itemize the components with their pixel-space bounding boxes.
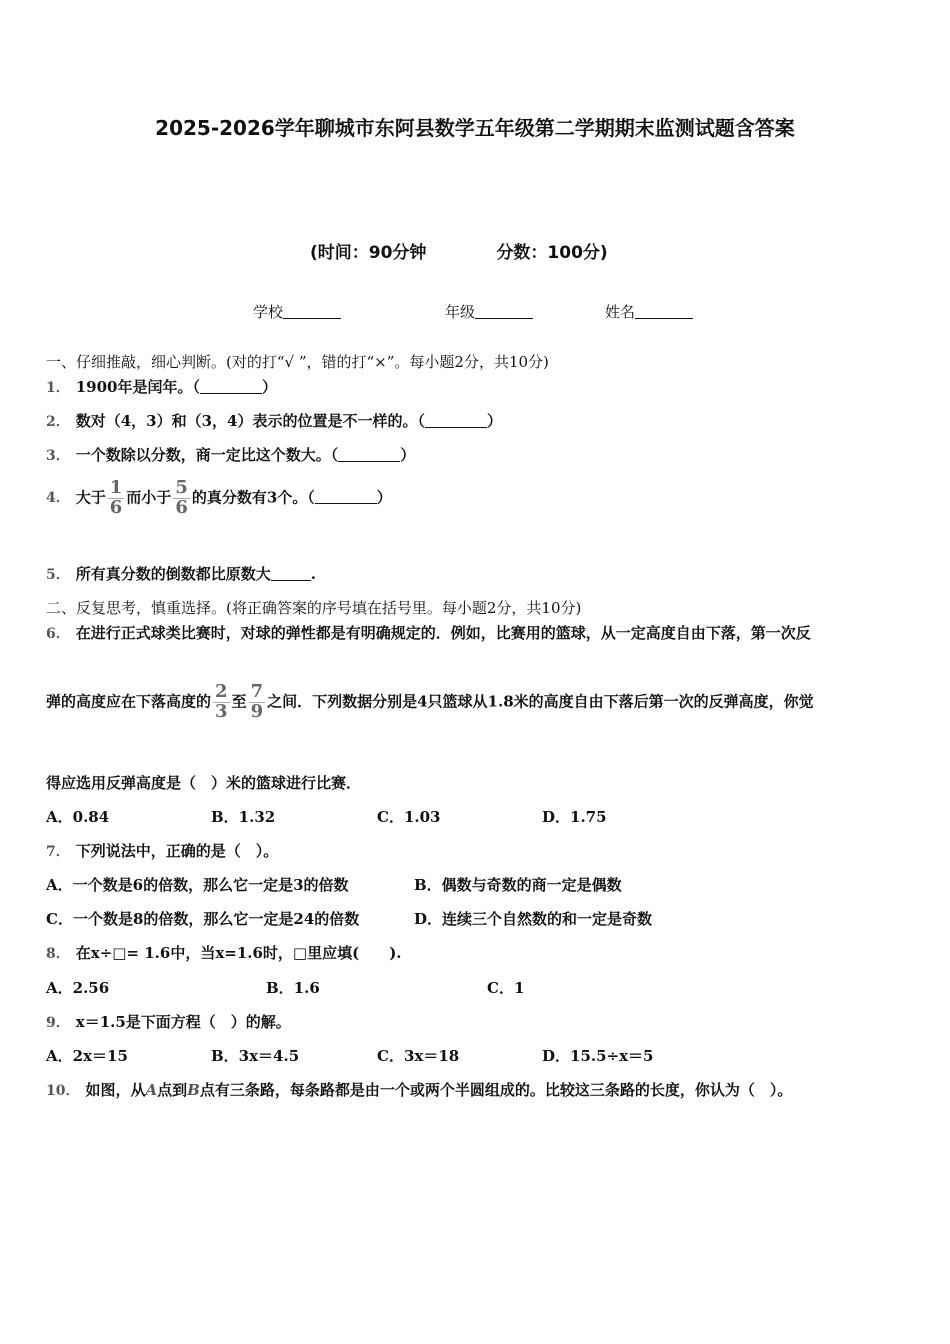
option-a[interactable]: A．0.84 [46,808,110,826]
option-b[interactable]: B．偶数与奇数的商一定是偶数 [414,876,622,894]
question-8: 8． 在x÷□= 1.6中，当x=1.6时，□里应填( ). [46,944,402,962]
question-7-options-row1 [46,874,926,894]
option-b[interactable]: B．1.6 [266,979,320,997]
exam-time: (时间：90分钟 [310,243,427,263]
exam-meta [310,238,608,263]
fraction-1-6: $\frac{1}{6}$ [109,477,123,518]
answer-blank-5[interactable] [271,566,311,581]
question-5: 5． 所有真分数的倒数都比原数大 . [46,565,316,583]
option-d[interactable]: D．连续三个自然数的和一定是奇数 [414,910,653,928]
question-6-line1: 6． 在进行正式球类比赛时，对球的弹性都是有明确规定的．例如，比赛用的篮球，从一定高度自由下落，第一次反 [46,624,811,642]
fraction-2-3: $\frac{2}{3}$ [215,681,228,722]
section1-header: 一、仔细推敲，细心判断。(对的打“√ ”，错的打“×”。每小题2分，共10分) [46,353,549,371]
question-4: 4． 大于 $\frac{1}{6}$ 而小于 $\frac{5}{6}$ 的真分数有3个。（ ） [46,477,392,518]
fraction-7-9: $\frac{7}{9}$ [250,681,264,722]
question-3: 3． 一个数除以分数，商一定比这个数大。（ ） [46,446,416,464]
option-d[interactable]: D．15.5÷x＝5 [542,1047,654,1065]
question-7: 7． 下列说法中，正确的是（ ）。 [46,842,279,860]
question-10: 10． 如图，从A点到B点有三条路，每条路都是由一个或两个半圆组成的。比较这三条路的长度，你认为（ ）。 [46,1081,793,1099]
page-title: 2025-2026学年聊城市东阿县数学五年级第二学期期末监测试题含答案 [155,116,795,140]
question-9: 9． x＝1.5是下面方程（ ）的解。 [46,1013,291,1031]
question-7-options-row2 [46,908,926,928]
grade-field[interactable]: 年级 [445,301,533,322]
question-1: 1． 1900年是闰年。（ ） [46,378,278,396]
exam-score: 分数：100分) [496,243,608,263]
option-b[interactable]: B．3x＝4.5 [211,1047,300,1065]
answer-blank-3[interactable] [338,447,400,462]
fraction-5-6: $\frac{5}{6}$ [175,477,188,518]
question-6-line3: 得应选用反弹高度是（ ）米的篮球进行比赛． [46,774,362,792]
answer-blank-1[interactable] [200,379,262,394]
option-d[interactable]: D．1.75 [542,808,607,826]
school-field[interactable]: 学校 [253,301,341,322]
option-c[interactable]: C．1 [487,979,525,997]
question-6-line2: 弹的高度应在下落高度的 $\frac{2}{3}$ 至 $\frac{7}{9}$ 之间．下列数据分别是4只篮球从1.8米的高度自由下落后第一次的反弹高度，你觉 [46,681,814,722]
question-8-options [46,977,926,997]
option-a[interactable]: A．一个数是6的倍数，那么它一定是3的倍数 [46,876,349,894]
option-c[interactable]: C．3x＝18 [377,1047,460,1065]
question-6-options [46,806,926,826]
answer-blank-2[interactable] [425,413,487,428]
question-2: 2． 数对（4，3）和（3，4）表示的位置是不一样的。（ ） [46,412,503,430]
question-9-options [46,1045,926,1065]
name-field[interactable]: 姓名 [605,301,693,322]
option-a[interactable]: A．2.56 [46,979,110,997]
option-a[interactable]: A．2x＝15 [46,1047,128,1065]
section2-header: 二、反复思考，慎重选择。(将正确答案的序号填在括号里。每小题2分，共10分) [46,599,582,617]
option-b[interactable]: B．1.32 [211,808,276,826]
option-c[interactable]: C．1.03 [377,808,441,826]
answer-blank-4[interactable] [315,489,377,504]
option-c[interactable]: C．一个数是8的倍数，那么它一定是24的倍数 [46,910,360,928]
